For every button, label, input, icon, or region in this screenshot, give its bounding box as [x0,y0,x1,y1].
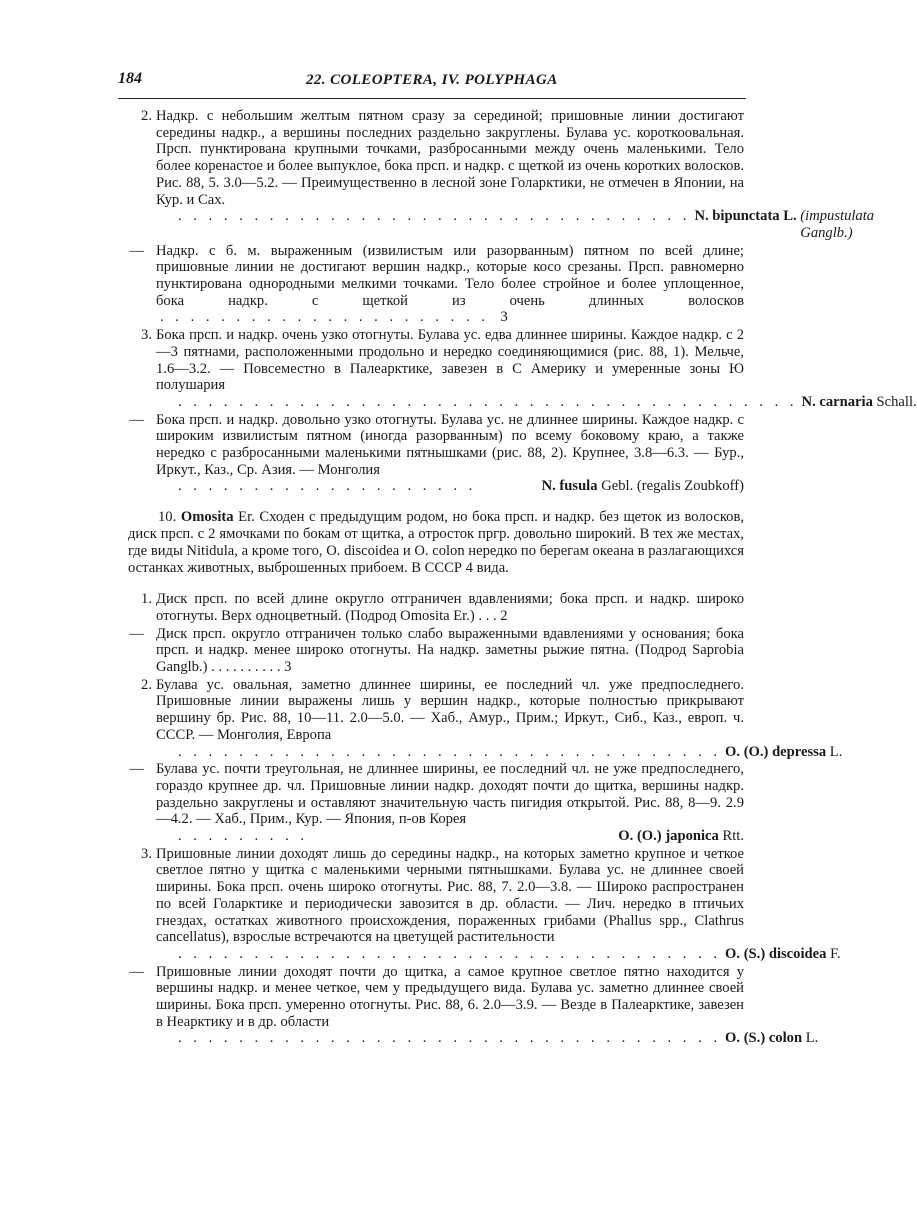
leader-dots: . . . . . . . . . [178,828,309,845]
couplet-number: 2. [141,108,152,124]
couplet-number: 3. [141,327,152,344]
species-authority: L. [829,743,843,760]
species-line [156,743,843,761]
key2-couplet-3 [112,845,841,963]
couplet-text: Пришовные линии доходят почти до щитка, а самое крупное светлое пятно находится у вершины надкр. и менее четкое, чем у предыдущего вида. Булава ус. заметно длиннее своей ширины. Бока прсп. умеренно отогнуты. Рис. 88, 6. 2.0—3.9. — Везде в Палеарктике, завезен в Неарктику и в др. области [156,963,744,1030]
key2-couplet-1-alt [112,626,744,676]
couplet-dash: — [129,761,144,778]
couplet-text: Булава ус. овальная, заметно длиннее ширины, ее последний чл. уже предпоследнего. Пришовные линии выражены лишь у вершин надкр., которые полностью прикрывают вершину бр. Рис. 88, 10—11. 2.0—5.0. — Хаб., Амур., Прим.; Иркут., Сиб., Каз., европ. ч. СССР. — Монголия, Европа [156,676,744,743]
leader-dots: . . . . . . . . . . . . . . . . . . . . . . . . . . . . . . . . . . . . [178,743,722,760]
leader-dots: . . . . . . . . . . . . . . . . . . . . . . . . . . . . . . . . . . [178,208,691,225]
species-name: O. (S.) colon [725,1030,803,1047]
page-content [112,108,917,1048]
couplet-number: 3. [141,845,152,862]
couplet-dash: — [129,242,144,259]
couplet-number: 2. [141,676,152,693]
couplet-dash: — [129,625,144,642]
species-authority: L. [805,1030,819,1047]
couplet-text: Надкр. с б. м. выраженным (извилистым или разорванным) пятном по всей длине; пришовные линии не достигают вершин надкр., которые косо срезаны. Прсп. равномерно пунктирована однородными мелкими точками. Тело более стройное и более уплощенное, бока надкр. с щеткой из очень длинных волосков [156,242,744,309]
leader-dots: . . . . . . . . . . . . . . . . . . . . . . [160,309,497,326]
leader-dots: . . . . . . . . . . . . . . . . . . . . [178,478,477,495]
couplet-dash: — [129,963,144,980]
species-authority: (impustulata Ganglb.) [800,208,875,241]
species-name: O. (O.) depressa [725,743,827,760]
species-line [156,478,744,495]
page-header [118,68,746,99]
leader-dots: . . . . . . . . . . . . . . . . . . . . . . . . . . . . . . . . . . . . [178,1030,722,1047]
couplet-dash: — [129,411,144,428]
couplet-text: Надкр. с небольшим желтым пятном сразу за серединой; пришовные линии достигают середины надкр., а вершины последних раздельно закруглены. Булава ус. короткоовальная. Прсп. пунктирована крупными точками, разбросанными между очень маленькими. Тело более коренастое и более выпуклое, бока прсп. и надкр. с щеткой из очень коротких волосков. Рис. 88, 5. 3.0—5.2. — Преимущественно в лесной зоне Голарктики, не отмечен в Японии, на Кур. и Сах. [156,108,744,208]
species-line [156,1030,819,1047]
couplet-target: 2 [500,607,508,624]
leader-dots: . . . [478,607,501,624]
genus-paragraph [128,509,744,577]
couplet-text: Бока прсп. и надкр. довольно узко отогнуты. Булава ус. не длиннее ширины. Каждое надкр. с широким извилистым пятном (иногда разорванным) по всему боковому краю, а также нередко с разбросанными маленькими пятнышками (рис. 88, 2). Крупнее, 3.8—6.3. — Бур., Иркут., Каз., Ср. Азия. — Монголия [156,411,744,478]
couplet-number: 1. [141,591,152,608]
species-name: O. (S.) discoidea [725,945,827,962]
species-authority: F. [830,945,841,962]
leader-dots: . . . . . . . . . . [211,658,285,675]
couplet-text: Диск прсп. по всей длине округло отграничен вдавлениями; бока прсп. и надкр. широко отогнуты. Верх одноцветный. (Подрод Omosita Er.) [156,591,744,624]
key-couplet-2 [112,108,875,242]
couplet-target: 3 [284,658,292,675]
page-number: 184 [118,70,142,87]
key-couplet-2-alt [112,243,744,327]
species-authority: Rtt. [722,828,744,845]
species-line [156,828,744,845]
couplet-text: Булава ус. почти треугольная, не длиннее ширины, ее последний чл. не уже предпоследнего, гораздо крупнее др. чл. Пришовные линии надкр. доходят почти до щитка, вершины надкр. раздельно закруглены и оставляют значительную часть пигидия открытой. Рис. 88, 8—9. 2.9—4.2. — Хаб., Прим., Кур. — Япония, п-ов Корея [156,761,744,828]
species-line [156,945,841,963]
key2-couplet-2 [112,676,843,761]
species-authority: Gebl. (regalis Zoubkoff) [601,478,744,495]
couplet-text: Пришовные линии доходят лишь до середины надкр., на которых заметно крупное и четкое светлое пятно у щитка с маленькими черными пятнышками. Булава ус. не длиннее своей ширины. Бока прсп. очень широко отогнуты. Рис. 88, 7. 2.0—3.8. — Широко распространен по всей Голарктике и периодически завозится в др. области. — Лич. нередко в птичьих гнездах, остатках животного происхождения, пораженных грибами (Phallus spp., Clathrus cancellatus), взрослые встречаются на цветущей растительности [156,845,744,946]
key-couplet-3 [112,327,917,411]
species-name: N. bipunctata L. [694,208,797,225]
genus-name: Omosita [180,509,234,526]
leader-dots: . . . . . . . . . . . . . . . . . . . . . . . . . . . . . . . . . . . . [178,945,722,962]
species-authority: Schall. [876,393,917,410]
key-couplet-3-alt [112,412,744,496]
couplet-target: 3 [500,309,508,326]
couplet-text: Диск прсп. округло отграничен только слабо выраженными вдавлениями у основания; бока прсп. и надкр. менее широко отогнуты. На надкр. заметны рыжие пятна. (Подрод Saprobia Ganglb.) [156,625,744,675]
key2-couplet-1 [112,591,744,624]
species-line [156,393,917,411]
couplet-text: Бока прсп. и надкр. очень узко отогнуты. Булава ус. едва длиннее ширины. Каждое надкр. с 2—3 пятнами, расположенными продольно и нередко соединяющимися (рис. 88, 1). Мельче, 1.6—3.2. — Повсеместно в Палеарктике, завезен в С Америку и умеренные зоны Ю полушария [156,327,744,394]
species-name: N. fusula [541,478,598,495]
running-title: 22. COLEOPTERA, IV. POLYPHAGA [306,72,558,88]
key2-couplet-3-alt [112,963,819,1048]
leader-dots: . . . . . . . . . . . . . . . . . . . . . . . . . . . . . . . . . . . . . . . . . [178,393,798,410]
species-name: O. (O.) japonica [618,828,719,845]
genus-text: Er. Сходен с предыдущим родом, но бока прсп. и надкр. без щеток из волосков, диск прсп. с 2 ямочками по бокам от щитка, а отросток пргр. довольно широкий. В тех же местах, где виды Nitidula, а кроме того, O. discoidea и O. colon нередко по берегам океана в разлагающихся останках животных, выброшенных прибоем. В СССР 4 вида. [128,509,745,577]
species-name: N. carnaria [801,393,873,410]
genus-number: 10. [158,509,177,526]
key2-couplet-2-alt [112,761,744,845]
species-line [156,208,875,241]
